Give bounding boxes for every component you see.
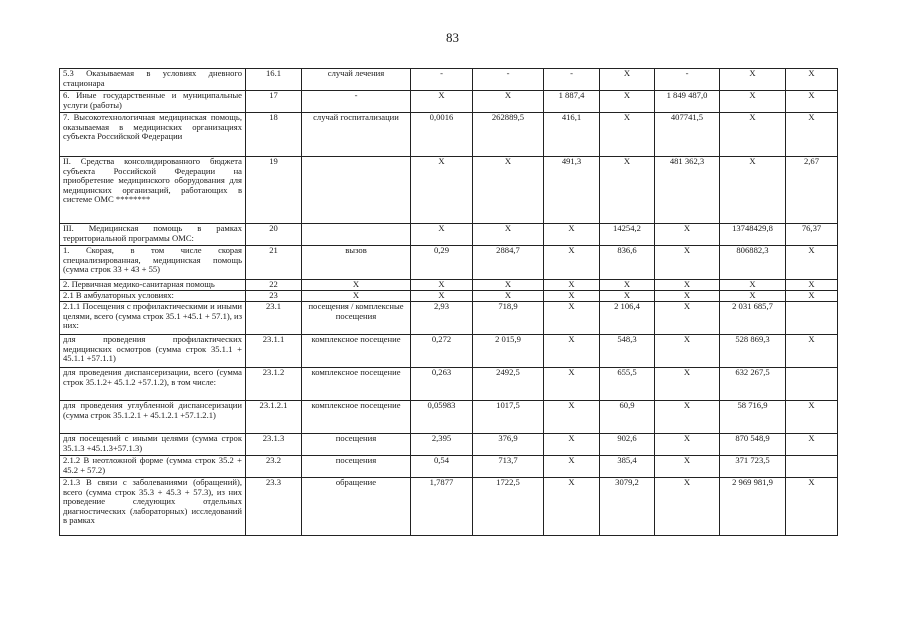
cell-col-percent: X [786,335,838,368]
cell-unit: случай лечения [302,69,411,91]
cell-row-number: 23.1 [246,302,302,335]
cell-row-number: 17 [246,91,302,113]
cell-col-volume: 2,395 [411,434,473,456]
cell-col-oms-cost: X [600,69,655,91]
table-row [60,246,838,280]
cell-row-label: III. Медицинская помощь в рамках территориальной программы ОМС: [60,224,246,246]
cell-col-budget-total: X [655,335,720,368]
cell-row-number: 23.3 [246,478,302,536]
cell-unit: посещения [302,456,411,478]
cell-col-oms-total: X [720,280,786,291]
cell-col-cost: X [473,280,544,291]
cell-col-budget-cost: X [544,291,600,302]
cell-col-volume: 0,263 [411,368,473,401]
cell-col-percent [786,368,838,401]
cell-col-budget-cost: X [544,246,600,280]
cell-row-label: 2.1.2 В неотложной форме (сумма строк 35.2 + 45.2 + 57.2) [60,456,246,478]
cell-col-budget-cost: X [544,224,600,246]
cell-col-budget-total: 481 362,3 [655,157,720,224]
table-row [60,291,838,302]
cell-col-oms-total: 2 031 685,7 [720,302,786,335]
cell-col-oms-cost: X [600,91,655,113]
cell-col-oms-cost: 2 106,4 [600,302,655,335]
cell-col-volume: 0,54 [411,456,473,478]
cell-col-cost: 262889,5 [473,113,544,157]
cell-row-number: 23.1.2 [246,368,302,401]
table-row [60,434,838,456]
cell-col-percent: 76,37 [786,224,838,246]
cell-col-volume: 0,0016 [411,113,473,157]
cell-col-oms-cost: X [600,157,655,224]
cell-unit: X [302,280,411,291]
cell-unit: случай госпитализации [302,113,411,157]
cell-col-budget-total: X [655,434,720,456]
table-row [60,401,838,434]
cell-row-label: 6. Иные государственные и муниципальные услуги (работы) [60,91,246,113]
cell-col-oms-total: 870 548,9 [720,434,786,456]
cell-col-oms-total: 2 969 981,9 [720,478,786,536]
cell-col-budget-cost: 416,1 [544,113,600,157]
cell-col-oms-total: 58 716,9 [720,401,786,434]
cell-col-percent: X [786,291,838,302]
table-row [60,478,838,536]
cell-col-budget-total: X [655,280,720,291]
cell-unit: X [302,291,411,302]
cell-col-budget-cost: X [544,302,600,335]
cell-row-number: 20 [246,224,302,246]
cell-col-oms-cost: 655,5 [600,368,655,401]
table-row [60,224,838,246]
cell-row-number: 21 [246,246,302,280]
cell-col-oms-cost: 3079,2 [600,478,655,536]
cell-unit: комплексное посещение [302,368,411,401]
cell-col-oms-total: X [720,157,786,224]
cell-col-cost: - [473,69,544,91]
cell-col-budget-cost: 491,3 [544,157,600,224]
cell-row-label: для посещений с иными целями (сумма строк 35.1.3 +45.1.3+57.1.3) [60,434,246,456]
cell-col-budget-total: X [655,302,720,335]
cell-col-percent: X [786,401,838,434]
cell-unit: посещения / комплексные посещения [302,302,411,335]
cell-col-budget-cost: X [544,456,600,478]
table-row [60,302,838,335]
table-row [60,91,838,113]
cell-row-label: 2.1.3 В связи с заболеваниями (обращений), всего (сумма строк 35.3 + 45.3 + 57.3), из них проведение следующих отдельных диагностических (лабораторных) исследований в рамках [60,478,246,536]
cell-col-budget-total: - [655,69,720,91]
cell-col-budget-total: 407741,5 [655,113,720,157]
cell-col-oms-total: 632 267,5 [720,368,786,401]
cell-col-volume: 0,29 [411,246,473,280]
cell-col-oms-cost: 14254,2 [600,224,655,246]
cell-row-label: II. Средства консолидированного бюджета субъекта Российской Федерации на приобретение медицинского оборудования для медицинских организаций, работающих в системе ОМС ******** [60,157,246,224]
cell-col-oms-total: 13748429,8 [720,224,786,246]
cell-col-percent: 2,67 [786,157,838,224]
cell-col-oms-total: 528 869,3 [720,335,786,368]
cell-col-cost: X [473,157,544,224]
cell-col-percent: X [786,113,838,157]
table-row [60,69,838,91]
cell-col-percent: X [786,280,838,291]
cell-col-volume: 2,93 [411,302,473,335]
cell-col-oms-total: 806882,3 [720,246,786,280]
cell-row-label: 2.1.1 Посещения с профилактическими и иными целями, всего (сумма строк 35.1 +45.1 + 57.1), из них: [60,302,246,335]
cell-col-oms-cost: 548,3 [600,335,655,368]
cell-col-budget-cost: X [544,478,600,536]
cell-col-budget-total: X [655,368,720,401]
cell-col-cost: 1722,5 [473,478,544,536]
cell-col-oms-total: X [720,69,786,91]
cell-col-cost: 2884,7 [473,246,544,280]
table-row [60,157,838,224]
cell-col-budget-cost: 1 887,4 [544,91,600,113]
budget-table [59,68,838,536]
cell-col-volume: 0,05983 [411,401,473,434]
cell-unit: посещения [302,434,411,456]
cell-col-oms-cost: 385,4 [600,456,655,478]
cell-row-label: для проведения диспансеризации, всего (сумма строк 35.1.2+ 45.1.2 +57.1.2), в том числе: [60,368,246,401]
cell-col-percent: X [786,478,838,536]
cell-row-number: 18 [246,113,302,157]
cell-col-cost: X [473,291,544,302]
cell-unit: комплексное посещение [302,401,411,434]
cell-col-volume: X [411,224,473,246]
cell-col-cost: X [473,91,544,113]
cell-row-number: 23.2 [246,456,302,478]
cell-unit: - [302,91,411,113]
cell-col-budget-total: 1 849 487,0 [655,91,720,113]
cell-col-oms-cost: X [600,113,655,157]
cell-col-cost: 713,7 [473,456,544,478]
cell-col-volume: X [411,157,473,224]
cell-unit: вызов [302,246,411,280]
table-row [60,280,838,291]
cell-col-budget-cost: X [544,434,600,456]
cell-unit: обращение [302,478,411,536]
cell-col-volume: X [411,291,473,302]
cell-col-volume: X [411,280,473,291]
table-row [60,368,838,401]
cell-col-budget-cost: X [544,368,600,401]
cell-col-budget-cost: X [544,401,600,434]
cell-row-label: 7. Высокотехнологичная медицинская помощь, оказываемая в медицинских организациях субъекта Российской Федерации [60,113,246,157]
cell-row-number: 23.1.1 [246,335,302,368]
cell-col-cost: 2492,5 [473,368,544,401]
table-row [60,456,838,478]
cell-col-oms-cost: 836,6 [600,246,655,280]
cell-col-percent: X [786,434,838,456]
cell-col-cost: 1017,5 [473,401,544,434]
cell-col-volume: 1,7877 [411,478,473,536]
cell-col-volume: X [411,91,473,113]
cell-col-oms-cost: X [600,280,655,291]
cell-col-budget-cost: X [544,335,600,368]
cell-col-budget-total: X [655,246,720,280]
cell-row-label: 1. Скорая, в том числе скорая специализированная, медицинская помощь (сумма строк 33 + 43 + 55) [60,246,246,280]
cell-unit [302,224,411,246]
cell-col-oms-cost: 60,9 [600,401,655,434]
cell-col-volume: - [411,69,473,91]
cell-col-budget-total: X [655,478,720,536]
cell-col-percent [786,302,838,335]
page-number: 83 [446,30,459,45]
cell-col-oms-cost: X [600,291,655,302]
cell-col-oms-total: X [720,113,786,157]
cell-col-budget-total: X [655,456,720,478]
cell-row-label: 2.1 В амбулаторных условиях: [60,291,246,302]
cell-col-budget-total: X [655,291,720,302]
cell-row-number: 23 [246,291,302,302]
cell-col-percent: X [786,69,838,91]
cell-col-volume: 0,272 [411,335,473,368]
cell-row-number: 16.1 [246,69,302,91]
cell-col-budget-cost: X [544,280,600,291]
cell-col-cost: 2 015,9 [473,335,544,368]
cell-col-oms-total: X [720,91,786,113]
cell-col-oms-cost: 902,6 [600,434,655,456]
cell-col-cost: X [473,224,544,246]
table-row [60,335,838,368]
cell-col-budget-total: X [655,224,720,246]
cell-col-percent: X [786,91,838,113]
cell-col-budget-cost: - [544,69,600,91]
cell-col-percent [786,456,838,478]
cell-col-percent: X [786,246,838,280]
cell-row-label: 5.3 Оказываемая в условиях дневного стационара [60,69,246,91]
cell-col-oms-total: 371 723,5 [720,456,786,478]
cell-unit: комплексное посещение [302,335,411,368]
cell-col-budget-total: X [655,401,720,434]
cell-row-label: для проведения углубленной диспансеризации (сумма строк 35.1.2.1 + 45.1.2.1 +57.1.2.1) [60,401,246,434]
cell-unit [302,157,411,224]
cell-col-oms-total: X [720,291,786,302]
cell-row-number: 19 [246,157,302,224]
cell-row-label: 2. Первичная медико-санитарная помощь [60,280,246,291]
cell-col-cost: 376,9 [473,434,544,456]
table-row [60,113,838,157]
cell-col-cost: 718,9 [473,302,544,335]
cell-row-number: 23.1.2.1 [246,401,302,434]
cell-row-number: 22 [246,280,302,291]
cell-row-number: 23.1.3 [246,434,302,456]
cell-row-label: для проведения профилактических медицинских осмотров (сумма строк 35.1.1 + 45.1.1 +57.1.1) [60,335,246,368]
